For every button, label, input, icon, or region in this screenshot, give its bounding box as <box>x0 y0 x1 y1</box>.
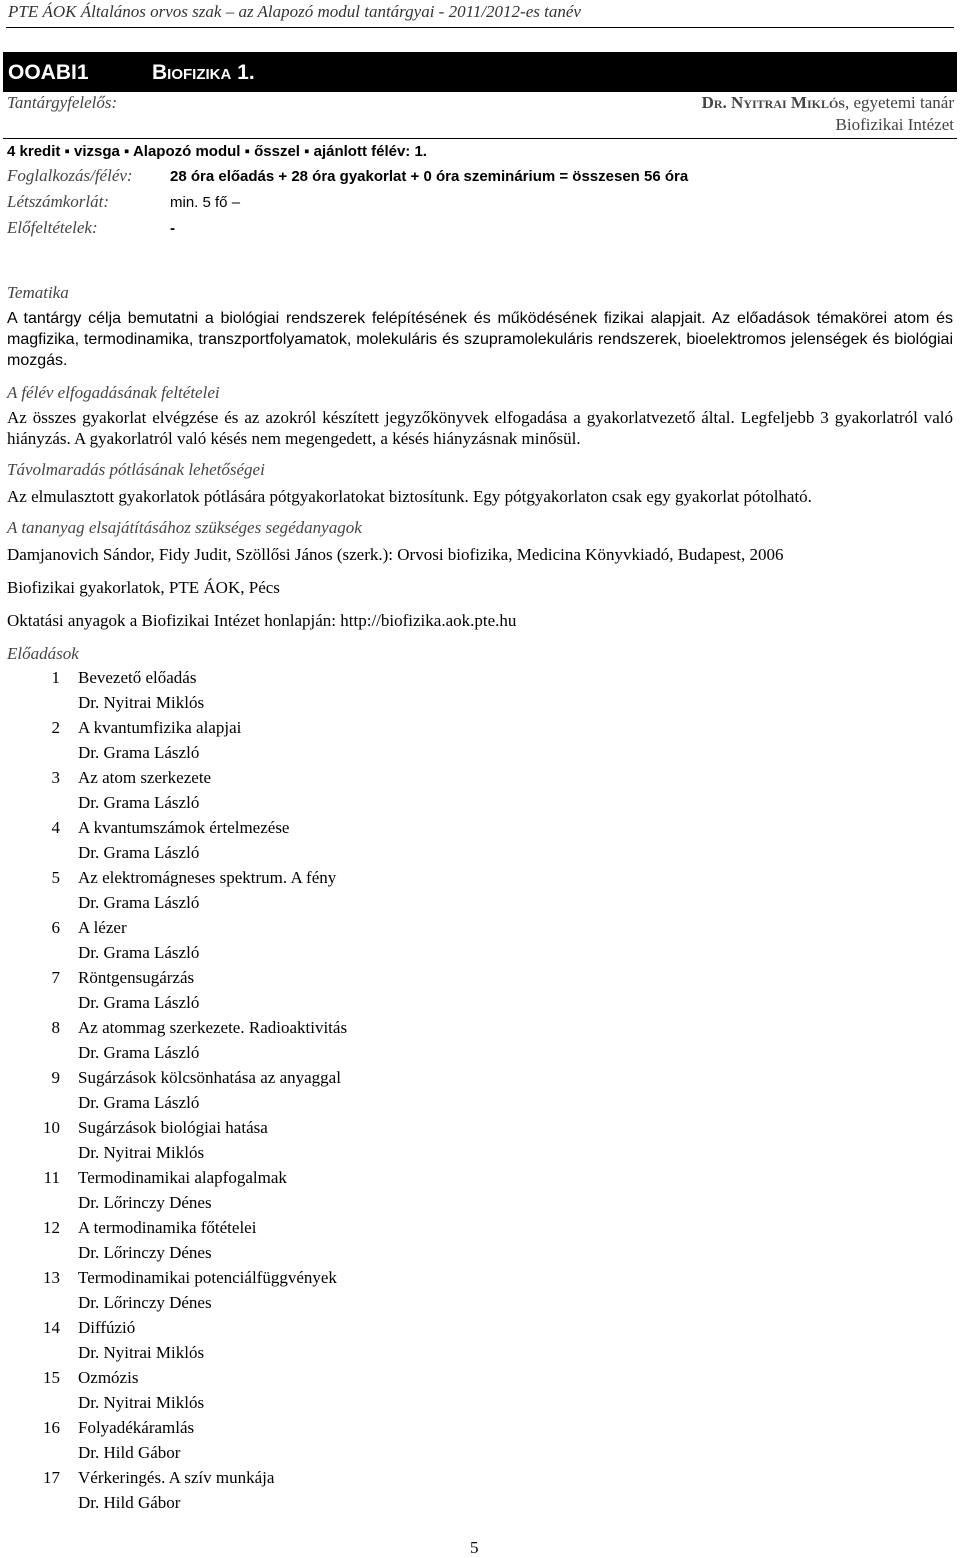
responsible-label: Tantárgyfelelős: <box>7 93 118 112</box>
responsible-name: Dr. Nyitrai Miklós <box>701 93 845 112</box>
materials-heading: A tananyag elsajátításához szükséges segédanyagok <box>7 518 362 537</box>
header-rule <box>6 27 954 28</box>
lecture-lecturer: Dr. Grama László <box>78 893 200 912</box>
lecture-title: A lézer <box>78 918 127 937</box>
lecture-number: 7 <box>51 968 60 987</box>
absence-text: Az elmulasztott gyakorlatok pótlására pótgyakorlatokat biztosítunk. Egy pótgyakorlaton csak egy gyakorlat pótolható. <box>7 487 812 506</box>
lecture-title: Bevezető előadás <box>78 668 197 687</box>
info-rule <box>3 138 957 139</box>
lecture-title: A kvantumfizika alapjai <box>78 718 242 737</box>
course-code: OOABI1 <box>8 61 89 84</box>
material-item: Biofizikai gyakorlatok, PTE ÁOK, Pécs <box>7 578 280 597</box>
lecture-title: Az atom szerkezete <box>78 768 212 787</box>
lecture-title: Az atommag szerkezete. Radioaktivitás <box>78 1018 348 1037</box>
hours-value: 28 óra előadás + 28 óra gyakorlat + 0 óra szeminárium = összesen 56 óra <box>170 168 689 185</box>
lecture-number: 16 <box>43 1418 60 1437</box>
lecture-title: Sugárzások kölcsönhatása az anyaggal <box>78 1068 341 1087</box>
lecture-lecturer: Dr. Nyitrai Miklós <box>78 693 205 712</box>
lectures-heading: Előadások <box>7 644 79 663</box>
lecture-number: 2 <box>51 718 60 737</box>
running-head: PTE ÁOK Általános orvos szak – az Alapozó modul tantárgyai - 2011/2012-es tanév <box>8 2 581 21</box>
hours-label: Foglalkozás/félév: <box>7 166 133 185</box>
lecture-lecturer: Dr. Nyitrai Miklós <box>78 1143 205 1162</box>
lecture-lecturer: Dr. Grama László <box>78 743 200 762</box>
material-item: Oktatási anyagok a Biofizikai Intézet honlapján: http://biofizika.aok.pte.hu <box>7 611 517 630</box>
tematika-text: A tantárgy célja bemutatni a biológiai rendszerek felépítésének és működésének fizikai alapjait. Az előadások témakörei atom és magfizika, termodinamika, transzportfolyamatok, molekuláris és szupramolekuláris rendszerek, bioelektromos jelenségek és biológiai mozgás. <box>7 310 953 369</box>
course-title: Biofizika 1. <box>152 61 255 84</box>
lecture-lecturer: Dr. Grama László <box>78 993 200 1012</box>
conditions-text: Az összes gyakorlat elvégzése és az azokról készített jegyzőkönyvek elfogadása a gyakorlatvezető által. Legfeljebb 3 gyakorlatról való hiányzás. A gyakorlatról való késés nem megengedett, a késés hiányzásnak minősül. <box>7 408 953 448</box>
lecture-number: 12 <box>43 1218 60 1237</box>
lecture-lecturer: Dr. Grama László <box>78 793 200 812</box>
responsible-position: , egyetemi tanár <box>844 93 954 112</box>
lecture-number: 4 <box>51 818 60 837</box>
lecture-number: 1 <box>51 668 60 687</box>
lecture-lecturer: Dr. Nyitrai Miklós <box>78 1343 205 1362</box>
lecture-title: Termodinamikai alapfogalmak <box>78 1168 287 1187</box>
lecture-number: 14 <box>43 1318 60 1337</box>
lecture-title: Az elektromágneses spektrum. A fény <box>78 868 337 887</box>
material-item: Damjanovich Sándor, Fidy Judit, Szöllősi János (szerk.): Orvosi biofizika, Medicina Könyvkiadó, Budapest, 2006 <box>7 545 784 564</box>
limit-label: Létszámkorlát: <box>7 192 109 211</box>
lecture-number: 15 <box>43 1368 60 1387</box>
lecture-lecturer: Dr. Lőrinczy Dénes <box>78 1293 212 1312</box>
lecture-number: 6 <box>51 918 60 937</box>
limit-value: min. 5 fő – <box>170 194 241 211</box>
responsible-institute: Biofizikai Intézet <box>835 115 954 134</box>
lecture-number: 10 <box>43 1118 60 1137</box>
lecture-lecturer: Dr. Nyitrai Miklós <box>78 1393 205 1412</box>
lecture-title: Diffúzió <box>78 1318 136 1337</box>
lecture-title: Termodinamikai potenciálfüggvények <box>78 1268 337 1287</box>
course-title-bar <box>3 52 957 92</box>
lecture-number: 13 <box>43 1268 60 1287</box>
lecture-lecturer: Dr. Lőrinczy Dénes <box>78 1193 212 1212</box>
lecture-lecturer: Dr. Hild Gábor <box>78 1493 181 1512</box>
credits-line: 4 kredit ▪ vizsga ▪ Alapozó modul ▪ ősszel ▪ ajánlott félév: 1. <box>7 143 427 160</box>
lecture-number: 3 <box>51 768 60 787</box>
lecture-lecturer: Dr. Grama László <box>78 843 200 862</box>
lecture-lecturer: Dr. Hild Gábor <box>78 1443 181 1462</box>
conditions-heading: A félév elfogadásának feltételei <box>7 383 220 402</box>
lecture-number: 5 <box>51 868 60 887</box>
responsible-person <box>702 93 954 113</box>
page-number: 5 <box>470 1538 479 1557</box>
lecture-title: Sugárzások biológiai hatása <box>78 1118 268 1137</box>
lecture-lecturer: Dr. Grama László <box>78 943 200 962</box>
lecture-number: 8 <box>51 1018 60 1037</box>
lecture-title: Vérkeringés. A szív munkája <box>78 1468 275 1487</box>
lecture-number: 11 <box>43 1168 60 1187</box>
lecture-number: 9 <box>51 1068 60 1087</box>
prereq-label: Előfeltételek: <box>7 218 98 237</box>
lecture-title: Folyadékáramlás <box>78 1418 195 1437</box>
lecture-title: Ozmózis <box>78 1368 139 1387</box>
lecture-title: A termodinamika főtételei <box>78 1218 257 1237</box>
lecture-title: A kvantumszámok értelmezése <box>78 818 290 837</box>
lecture-lecturer: Dr. Lőrinczy Dénes <box>78 1243 212 1262</box>
absence-heading: Távolmaradás pótlásának lehetőségei <box>7 460 265 479</box>
lecture-lecturer: Dr. Grama László <box>78 1043 200 1062</box>
lecture-lecturer: Dr. Grama László <box>78 1093 200 1112</box>
tematika-heading: Tematika <box>7 283 69 302</box>
lecture-number: 17 <box>43 1468 60 1487</box>
lecture-title: Röntgensugárzás <box>78 968 195 987</box>
prereq-value: - <box>170 220 175 237</box>
